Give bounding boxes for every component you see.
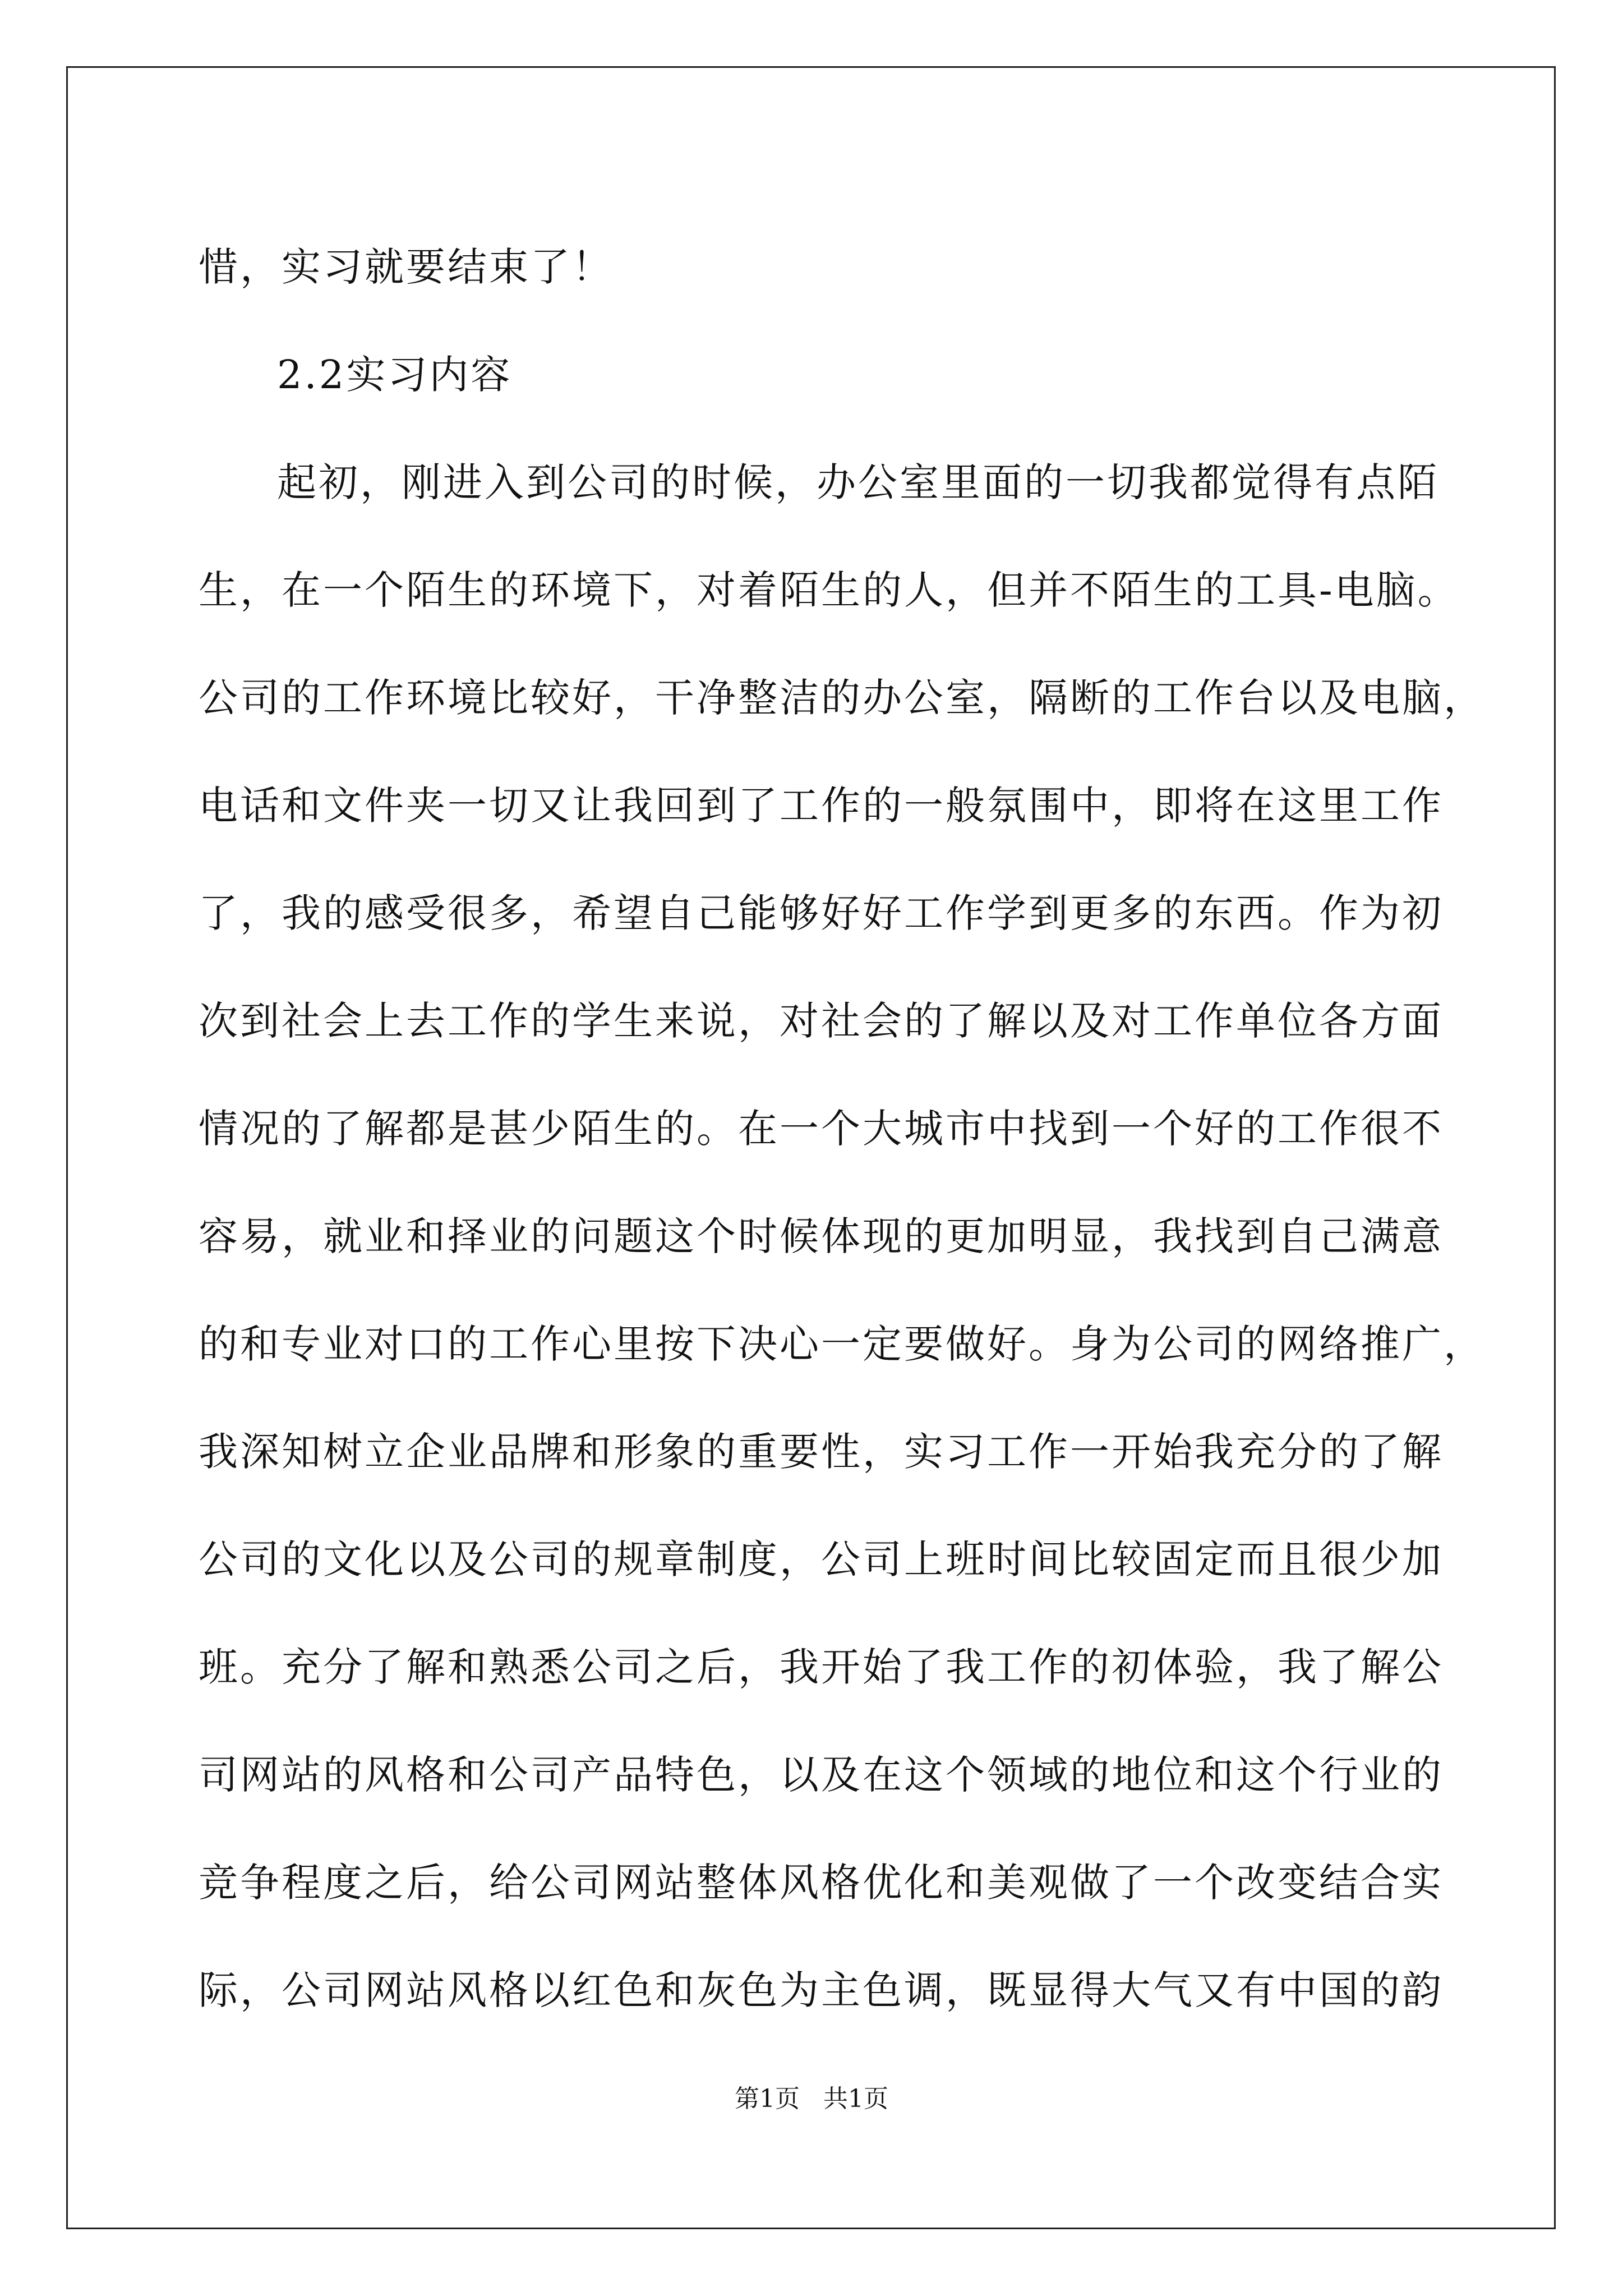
paragraph-line: 竞争程度之后，给公司网站整体风格优化和美观做了一个改变结合实 xyxy=(199,1860,1444,1906)
section-heading: 2.2实习内容 xyxy=(277,352,513,398)
paragraph-line: 了，我的感受很多，希望自己能够好好工作学到更多的东西。作为初 xyxy=(199,890,1444,936)
paragraph-line: 际，公司网站风格以红色和灰色为主色调，既显得大气又有中国的韵 xyxy=(199,1967,1444,2013)
paragraph-line: 公司的文化以及公司的规章制度，公司上班时间比较固定而且很少加 xyxy=(199,1536,1444,1582)
paragraph-line: 司网站的风格和公司产品特色，以及在这个领域的地位和这个行业的 xyxy=(199,1752,1444,1798)
paragraph-line: 情况的了解都是甚少陌生的。在一个大城市中找到一个好的工作很不 xyxy=(199,1106,1444,1152)
paragraph-line: 我深知树立企业品牌和形象的重要性，实习工作一开始我充分的了解 xyxy=(199,1429,1444,1475)
document-body xyxy=(199,213,1485,2044)
paragraph-line: 起初，刚进入到公司的时候，办公室里面的一切我都觉得有点陌 xyxy=(277,459,1439,505)
paragraph-line: 生，在一个陌生的环境下，对着陌生的人，但并不陌生的工具-电脑。 xyxy=(199,567,1459,613)
paragraph-line: 次到社会上去工作的学生来说，对社会的了解以及对工作单位各方面 xyxy=(199,998,1444,1044)
paragraph-line: 惜，实习就要结束了！ xyxy=(199,244,614,290)
paragraph-line: 容易，就业和择业的问题这个时候体现的更加明显，我找到自己满意 xyxy=(199,1213,1444,1259)
page-footer: 第1页 共1页 xyxy=(735,2085,888,2113)
paragraph-line: 的和专业对口的工作心里按下决心一定要做好。身为公司的网络推广， xyxy=(199,1321,1485,1367)
paragraph-line: 班。充分了解和熟悉公司之后，我开始了我工作的初体验，我了解公 xyxy=(199,1644,1444,1690)
paragraph-line: 电话和文件夹一切又让我回到了工作的一般氛围中，即将在这里工作 xyxy=(199,783,1444,829)
paragraph-line: 公司的工作环境比较好，干净整洁的办公室，隔断的工作台以及电脑， xyxy=(199,675,1485,721)
